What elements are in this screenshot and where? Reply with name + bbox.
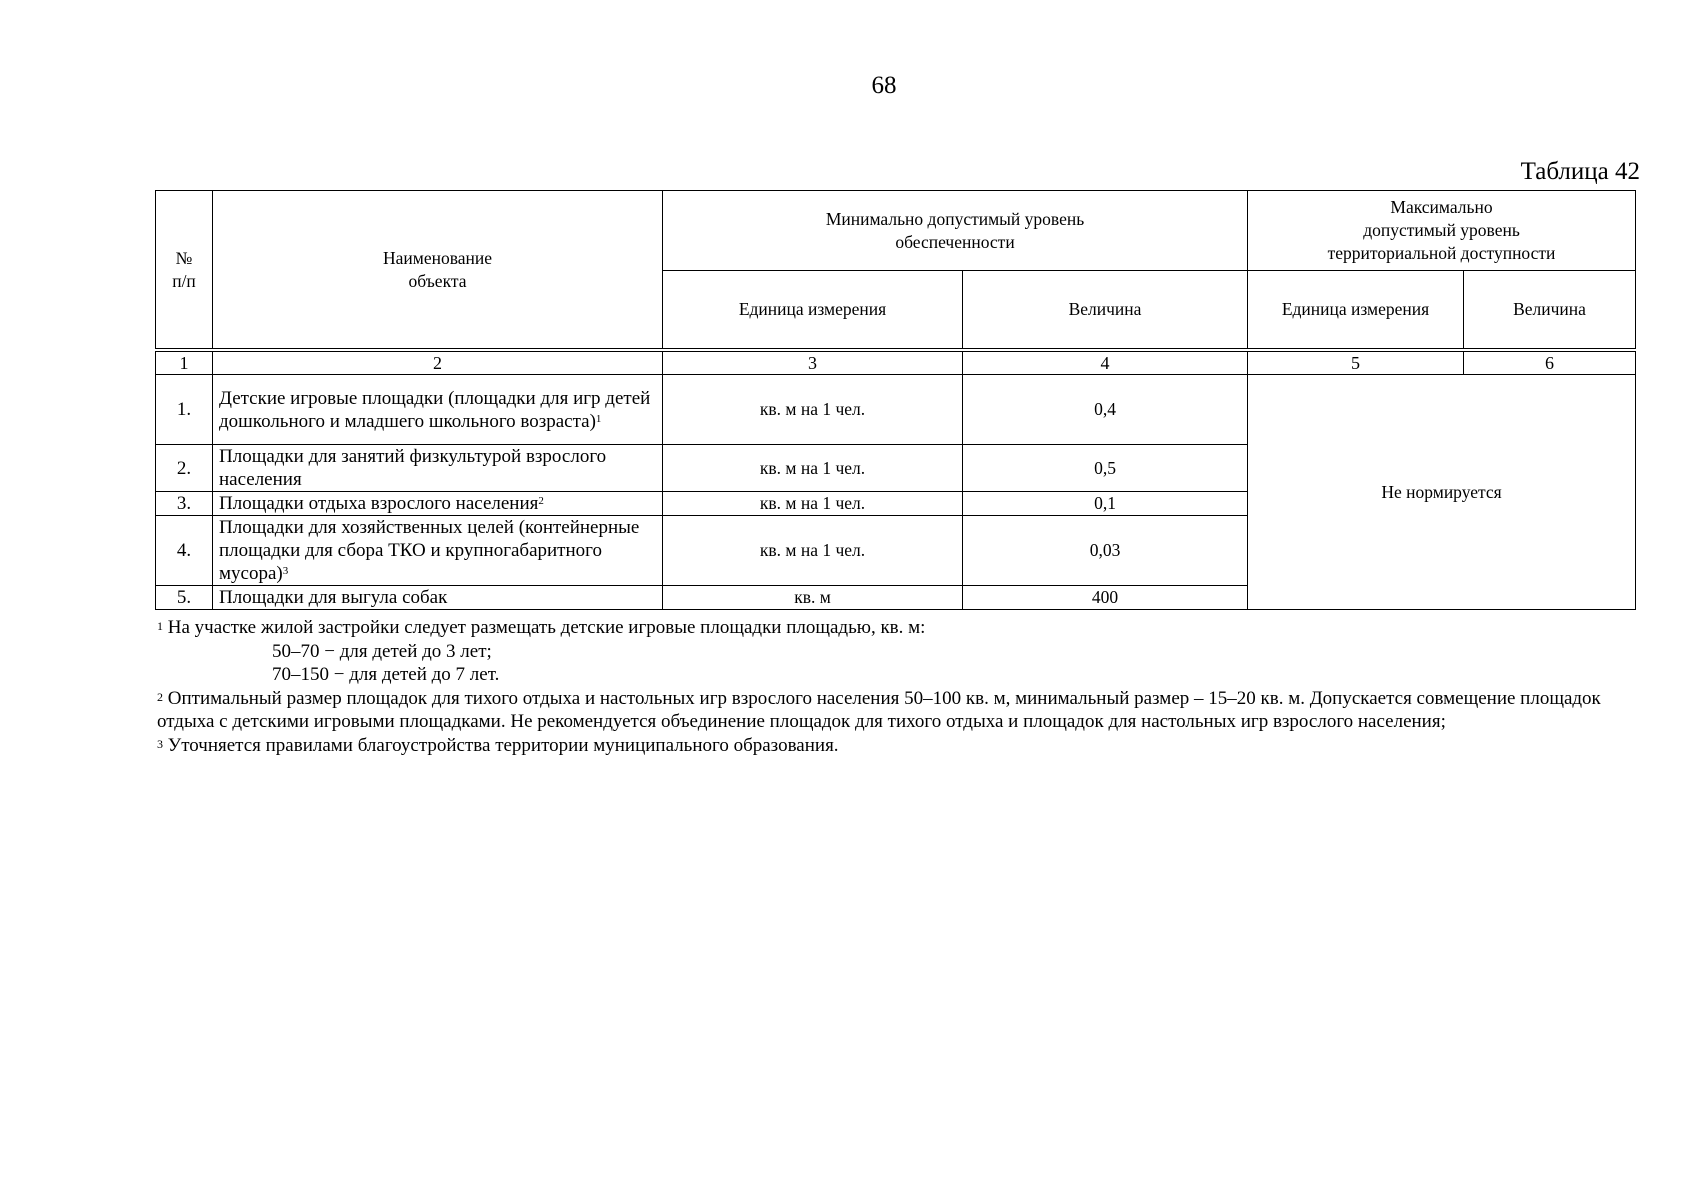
row-number: 5.	[156, 586, 213, 610]
row-name: Площадки отдыха взрослого населения$^2$	[213, 492, 663, 516]
row-min-value: 400	[963, 586, 1248, 610]
footnote-3: $^3$ Уточняется правилами благоустройства территории муниципального образования.	[157, 734, 839, 756]
row-min-value: 0,4	[963, 375, 1248, 445]
column-number: 6	[1464, 350, 1636, 375]
row-name: Площадки для выгула собак	[213, 586, 663, 610]
table-caption: Таблица 42	[1520, 158, 1640, 185]
footnote-1: $^1$ На участке жилой застройки следует размещать детские игровые площадки площадью, кв. м:	[157, 617, 926, 638]
header-min-group: Минимально допустимый уровень обеспеченности	[663, 191, 1248, 271]
column-number: 4	[963, 350, 1248, 375]
footnote-1-line-1: 50–70 − для детей до 3 лет;	[272, 640, 492, 662]
footnote-1-line-2: 70–150 − для детей до 7 лет.	[272, 664, 500, 685]
footnote-2: $^2$ Оптимальный размер площадок для тихого отдыха и настольных игр взрослого населения 50–100 кв. м, минимальный размер – 15–20 кв. м. Допускается совмещение площадок отдыха с детскими игровыми площадками. Не рекомендуется объединение площадок для тихого отдыха и площадок для настольных игр взрослого населения;	[157, 687, 1601, 732]
row-min-value: 0,5	[963, 445, 1248, 492]
page-number: 68	[871, 72, 897, 99]
row-min-unit: кв. м на 1 чел.	[663, 375, 963, 445]
header-min-unit: Единица измерения	[663, 271, 963, 351]
header-max-unit: Единица измерения	[1248, 271, 1464, 351]
header-max-value: Величина	[1464, 271, 1636, 351]
norms-table	[155, 190, 1636, 610]
footnote-ref: 1	[595, 412, 602, 425]
row-name: Площадки для занятий физкультурой взрослого населения	[213, 445, 663, 492]
row-min-value: 0,1	[963, 492, 1248, 516]
column-numbers-row	[156, 350, 1636, 375]
footnote-mark: 2	[157, 689, 163, 704]
row-min-unit: кв. м на 1 чел.	[663, 516, 963, 586]
row-min-value: 0,03	[963, 516, 1248, 586]
not-normalized-cell: Не нормируется	[1248, 375, 1636, 610]
header-min-value: Величина	[963, 271, 1248, 351]
column-number: 1	[156, 350, 213, 375]
row-min-unit: кв. м	[663, 586, 963, 610]
row-name: Площадки для хозяйственных целей (контейнерные площадки для сбора ТКО и крупногабаритного мусора)$^3$	[213, 516, 663, 586]
table-row	[156, 375, 1636, 445]
footnotes	[157, 616, 1647, 757]
row-min-unit: кв. м на 1 чел.	[663, 492, 963, 516]
row-min-unit: кв. м на 1 чел.	[663, 445, 963, 492]
header-name: Наименование объекта	[213, 191, 663, 351]
row-number: 3.	[156, 492, 213, 516]
column-number: 2	[213, 350, 663, 375]
row-number: 2.	[156, 445, 213, 492]
column-number: 5	[1248, 350, 1464, 375]
row-number: 1.	[156, 375, 213, 445]
header-max-group: Максимально допустимый уровень территориальной доступности	[1248, 191, 1636, 271]
row-number: 4.	[156, 516, 213, 586]
footnote-ref: 2	[538, 495, 544, 507]
header-num: № п/п	[156, 191, 213, 351]
column-number: 3	[663, 350, 963, 375]
row-name: Детские игровые площадки (площадки для игр детей дошкольного и младшего школьного возраста)$^1$	[213, 375, 663, 445]
footnote-mark: 3	[157, 736, 163, 751]
footnote-mark: 1	[157, 619, 163, 633]
footnote-ref: 3	[282, 565, 289, 577]
